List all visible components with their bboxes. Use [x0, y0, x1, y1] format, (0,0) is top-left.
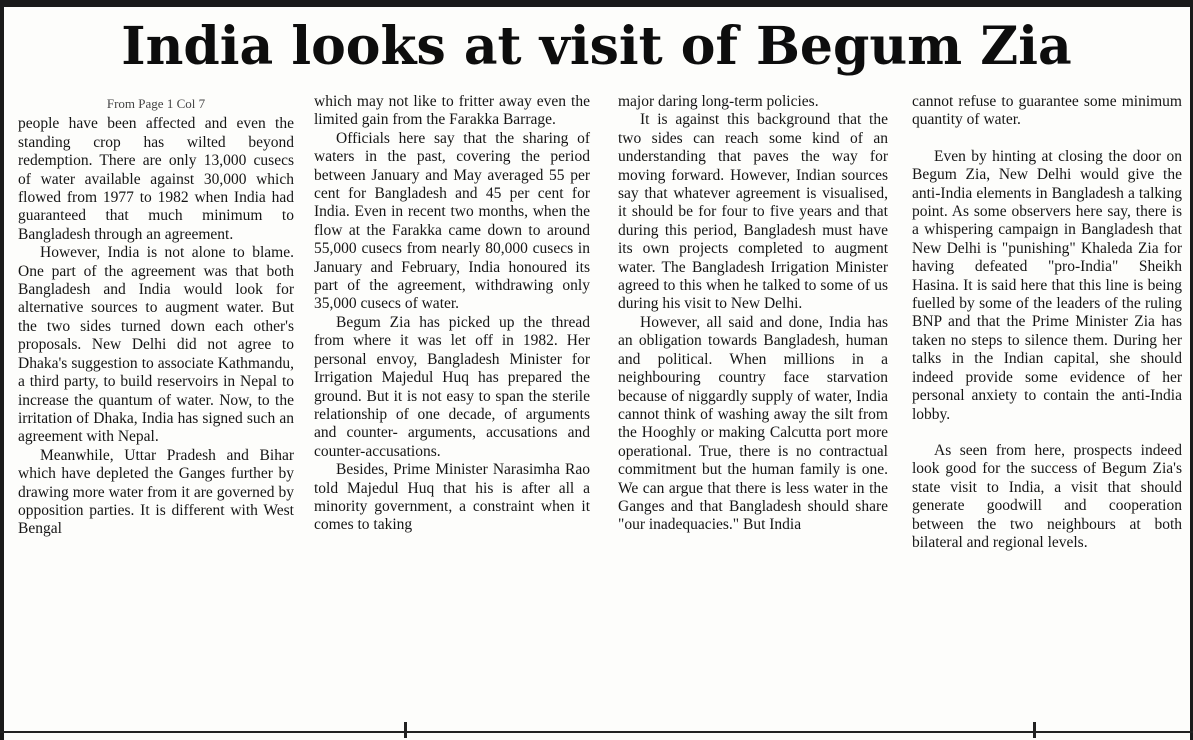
jump-line: From Page 1 Col 7 [106, 96, 206, 111]
paragraph: Meanwhile, Uttar Pradesh and Bihar which have depleted the Ganges further by drawing more water from it are governed by opposition parties. It is different with West Bengal [18, 446, 294, 538]
paragraph: As seen from here, prospects indeed look good for the success of Begum Zia's state visit to India, a visit that should generate goodwill and cooperation between the two neighbours at both bilateral and regional levels. [912, 441, 1182, 551]
article-column-3 [618, 93, 888, 535]
bottom-tick-mark [404, 722, 407, 738]
paragraph: Begum Zia has picked up the thread from where it was let off in 1982. Her personal envoy, Bangladesh Minister for Irrigation Majedul Huq has prepared the ground. But it is not easy to span the sterile relationship of one decade, of arguments and counter- arguments, accusations and counter-accusations. [314, 313, 590, 460]
paragraph: It is against this background that the two sides can reach some kind of an understanding that paves the way for moving forward. However, Indian sources say that whatever agreement is visualised, it should be for four to five years and that during this period, Bangladesh must have its own projects completed to augment water. The Bangladesh Irrigation Minister agreed to this when he talked to some of us during his visit to New Delhi. [618, 111, 888, 313]
bottom-rule [0, 731, 1193, 733]
paragraph: Even by hinting at closing the door on Begum Zia, New Delhi would give the anti-India elements in Bangladesh a talking point. As some observers here say, there is a whispering campaign in Bangladesh that New Delhi is "punishing" Khaleda Zia for having defeated "pro-India" Sheikh Hasina. It is said here that this line is being fuelled by some of the leaders of the ruling BNP and that the Prime Minister Zia has taken no steps to silence them. During her talks in the Indian capital, she should indeed provide some evidence of her personal anxiety to contain the anti-India lobby. [912, 147, 1182, 423]
paragraph: Officials here say that the sharing of waters in the past, covering the period between January and May averaged 55 per cent for Bangladesh and 45 per cent for India. Even in recent two months, when the flow at the Farakka came down to around 55,000 cusecs from nearly 80,000 cusecs in January and February, India honoured its part of the agreement, withdrawing only 35,000 cusecs of water. [314, 129, 590, 313]
paragraph: However, all said and done, India has an obligation towards Bangladesh, human and political. When millions in a neighbouring country face starvation because of niggardly supply of water, India cannot think of washing away the silt from the Hooghly or making Calcutta port more operational. True, there is no contractual commitment but the human family is one. We can argue that there is less water in the Ganges and that Bangladesh should share "our inadequacies." But India [618, 313, 888, 534]
paragraph: which may not like to fritter away even the limited gain from the Farakka Barrage. [314, 93, 590, 129]
bottom-tick-mark [1033, 722, 1036, 738]
left-border [0, 0, 4, 740]
paragraph: major daring long-term policies. [618, 93, 819, 110]
article-headline: India looks at visit of Begum Zia [121, 16, 1072, 77]
paragraph: Besides, Prime Minister Narasimha Rao told Majedul Huq that his is after all a minority government, a constraint when it comes to taking [314, 461, 590, 534]
top-border [0, 0, 1193, 7]
article-column-2 [314, 93, 590, 535]
article-column-4 [912, 93, 1182, 552]
article-column-1 [18, 93, 294, 539]
paragraph: However, India is not alone to blame. One part of the agreement was that both Bangladesh and India would look for alternative sources to augment water. But the two sides turned down each other's proposals. New Delhi did not agree to Dhaka's suggestion to associate Kathmandu, a third party, to build reservoirs in Nepal to increase the quantum of water. Now, to the irritation of Dhaka, India has signed such an agreement with Nepal. [18, 244, 294, 446]
paragraph: people have been affected and even the standing crop has wilted beyond redemption. There are only 13,000 cusecs of water available against 30,000 which flowed from 1977 to 1982 when India had guaranteed that much minimum to Bangladesh through an agreement. [18, 115, 294, 243]
paragraph: cannot refuse to guarantee some minimum quantity of water. [912, 93, 1182, 129]
